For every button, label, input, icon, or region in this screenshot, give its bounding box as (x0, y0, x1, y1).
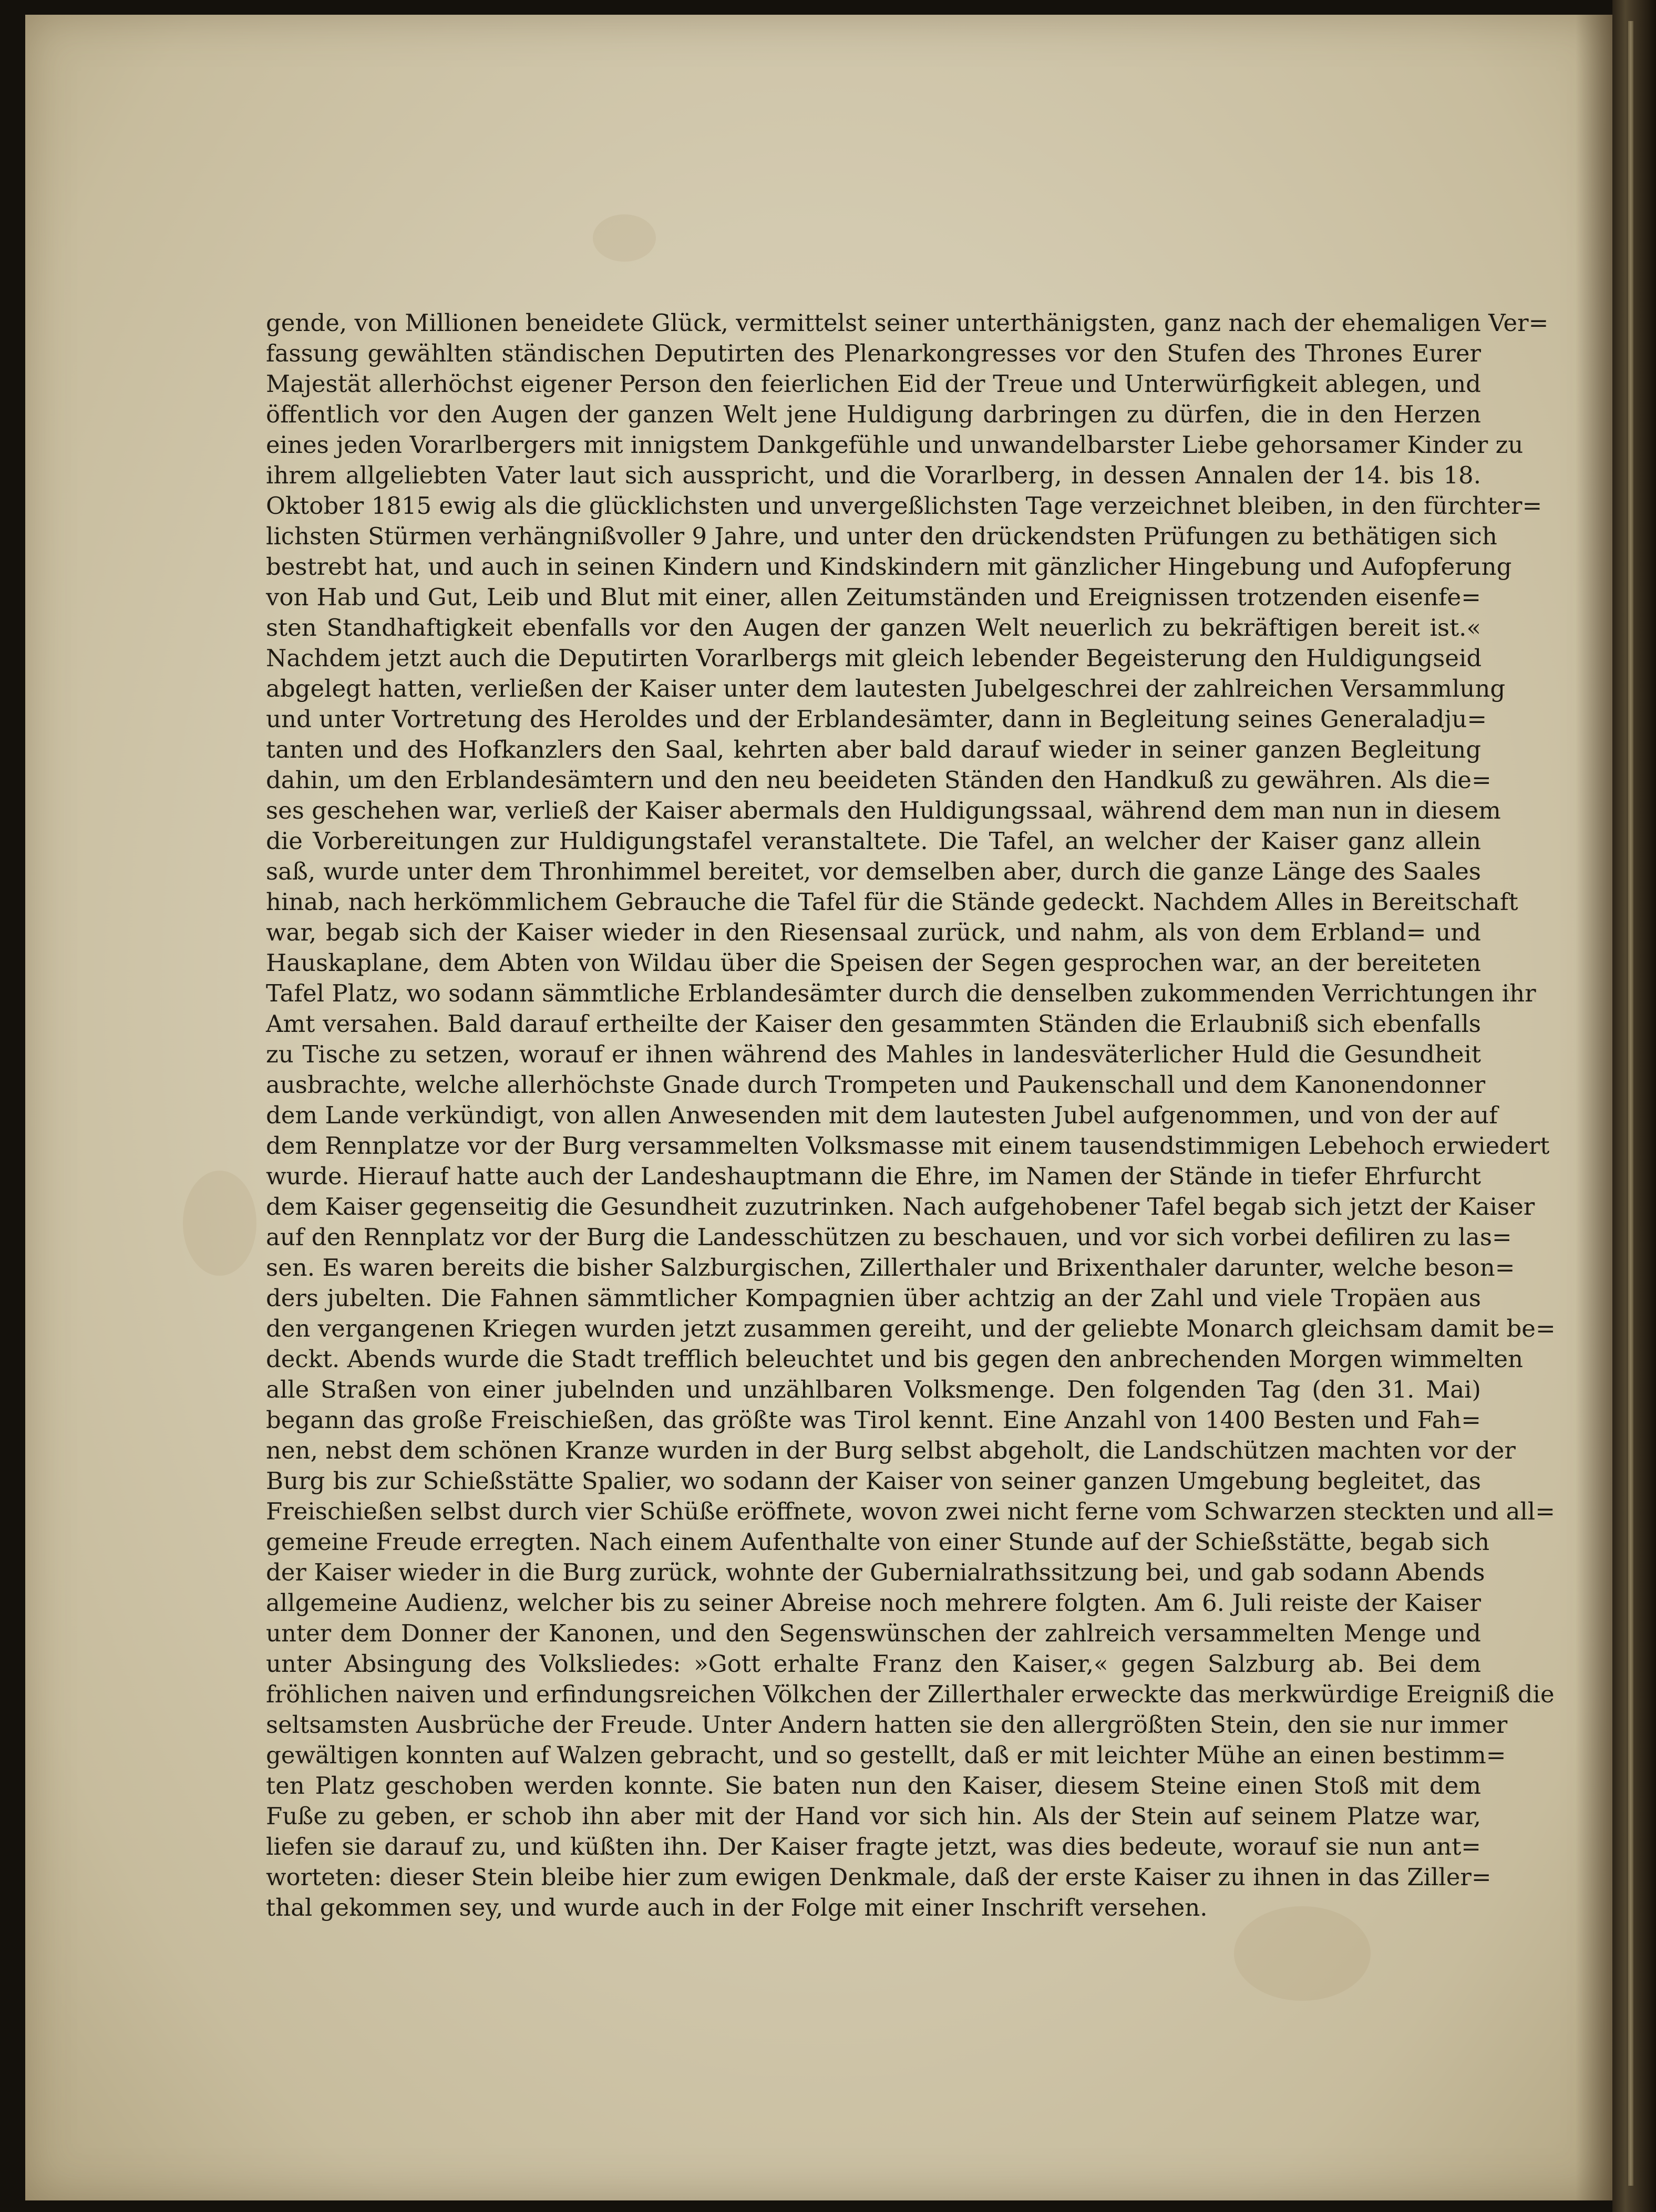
text-line: Tafel Platz, wo sodann sämmtliche Erblandesämter durch die denselben zukommenden Verrichtungen ihr (266, 979, 1536, 1007)
text-line: deckt. Abends wurde die Stadt trefflich beleuchtet und bis gegen den anbrechenden Morgen wimmelten (266, 1345, 1523, 1373)
text-line: liefen sie darauf zu, und küßten ihn. Der Kaiser fragte jetzt, was dies bedeute, worauf sie nun ant= (266, 1833, 1481, 1860)
text-line: den vergangenen Kriegen wurden jetzt zusammen gereiht, und der geliebte Monarch gleichsam damit be= (266, 1315, 1556, 1342)
text-line: sten Standhaftigkeit ebenfalls vor den Augen der ganzen Welt neuerlich zu bekräftigen bereit ist.« (266, 614, 1481, 642)
page-edges (1628, 21, 1633, 2186)
text-line: worteten: dieser Stein bleibe hier zum ewigen Denkmale, daß der erste Kaiser zu ihnen in das Ziller= (266, 1863, 1492, 1891)
text-line: unter Absingung des Volksliedes: »Gott erhalte Franz den Kaiser,« gegen Salzburg ab. Bei dem (266, 1650, 1481, 1678)
text-line: nen, nebst dem schönen Kranze wurden in der Burg selbst abgeholt, die Landschützen machten vor der (266, 1436, 1516, 1464)
text-line: ses geschehen war, verließ der Kaiser abermals den Huldigungssaal, während dem man nun in diesem (266, 797, 1501, 824)
text-line: dahin, um den Erblandesämtern und den neu beeideten Ständen den Handkuß zu gewähren. Als die= (266, 766, 1492, 794)
text-line: gewältigen konnten auf Walzen gebracht, und so gestellt, daß er mit leichter Mühe an einen bestimm= (266, 1741, 1506, 1769)
text-line: ausbrachte, welche allerhöchste Gnade durch Trompeten und Paukenschall und dem Kanonendonner (266, 1071, 1486, 1099)
text-line: saß, wurde unter dem Thronhimmel bereitet, vor demselben aber, durch die ganze Länge des Saales (266, 857, 1481, 885)
text-line: gende, von Millionen beneidete Glück, vermittelst seiner unterthänigsten, ganz nach der ehemaligen Ver= (266, 309, 1549, 337)
text-line: dem Lande verkündigt, von allen Anwesenden mit dem lautesten Jubel aufgenommen, und von der auf (266, 1101, 1498, 1129)
text-line: sen. Es waren bereits die bisher Salzburgischen, Zillerthaler und Brixenthaler darunter, welche beson= (266, 1254, 1515, 1281)
text-line: bestrebt hat, und auch in seinen Kindern und Kindskindern mit gänzlicher Hingebung und Aufopferung (266, 553, 1512, 581)
text-line: öffentlich vor den Augen der ganzen Welt jene Huldigung darbringen zu dürfen, die in den Herzen (266, 400, 1481, 428)
text-line: Amt versahen. Bald darauf ertheilte der Kaiser den gesammten Ständen die Erlaubniß sich ebenfalls (266, 1010, 1481, 1038)
text-line: Fuße zu geben, er schob ihn aber mit der Hand vor sich hin. Als der Stein auf seinem Platze war, (266, 1802, 1481, 1830)
gutter-shadow (1576, 15, 1612, 2200)
text-line: begann das große Freischießen, das größte was Tirol kennt. Eine Anzahl von 1400 Besten und Fah= (266, 1406, 1481, 1434)
text-line: allgemeine Audienz, welcher bis zu seiner Abreise noch mehrere folgten. Am 6. Juli reiste der Kaiser (266, 1589, 1481, 1617)
text-line: Hauskaplane, dem Abten von Wildau über die Speisen der Segen gesprochen war, an der bereiteten (266, 949, 1481, 977)
text-line: Burg bis zur Schießstätte Spalier, wo sodann der Kaiser von seiner ganzen Umgebung begleitet, das (266, 1467, 1481, 1495)
text-line: fröhlichen naiven und erfindungsreichen Völkchen der Zillerthaler erweckte das merkwürdige Ereigniß die (266, 1680, 1555, 1708)
text-line: Freischießen selbst durch vier Schüße eröffnete, wovon zwei nicht ferne vom Schwarzen steckten und all= (266, 1497, 1555, 1525)
text-line: ihrem allgeliebten Vater laut sich ausspricht, und die Vorarlberg, in dessen Annalen der 14. bis 18. (266, 461, 1481, 489)
text-line: Oktober 1815 ewig als die glücklichsten und unvergeßlichsten Tage verzeichnet bleiben, in den fürchter= (266, 492, 1542, 520)
text-line: abgelegt hatten, verließen der Kaiser unter dem lautesten Jubelgeschrei der zahlreichen Versammlung (266, 675, 1506, 702)
book-spine (1612, 0, 1656, 2212)
text-line: auf den Rennplatz vor der Burg die Landesschützen zu beschauen, und vor sich vorbei defiliren zu las= (266, 1223, 1512, 1251)
text-line: Majestät allerhöchst eigener Person den feierlichen Eid der Treue und Unterwürfigkeit ablegen, und (266, 370, 1481, 398)
text-line: ten Platz geschoben werden konnte. Sie baten nun den Kaiser, diesem Steine einen Stoß mit dem (266, 1772, 1481, 1800)
text-line: Nachdem jetzt auch die Deputirten Vorarlbergs mit gleich lebender Begeisterung den Huldigungseid (266, 644, 1482, 672)
text-line: unter dem Donner der Kanonen, und den Segenswünschen der zahlreich versammelten Menge und (266, 1619, 1481, 1647)
text-line: tanten und des Hofkanzlers den Saal, kehrten aber bald darauf wieder in seiner ganzen Begleitung (266, 736, 1481, 763)
text-line: wurde. Hierauf hatte auch der Landeshauptmann die Ehre, im Namen der Stände in tiefer Ehrfurcht (266, 1162, 1481, 1190)
text-line: war, begab sich der Kaiser wieder in den Riesensaal zurück, und nahm, als von dem Erbland= und (266, 918, 1481, 946)
paper-stain (183, 1171, 256, 1276)
paper-stain (593, 214, 656, 262)
text-line: zu Tische zu setzen, worauf er ihnen während des Mahles in landesväterlicher Huld die Gesundheit (266, 1040, 1481, 1068)
text-line: hinab, nach herkömmlichem Gebrauche die Tafel für die Stände gedeckt. Nachdem Alles in Bereitschaft (266, 888, 1518, 916)
text-line: lichsten Stürmen verhängnißvoller 9 Jahre, und unter den drückendsten Prüfungen zu bethätigen sich (266, 522, 1497, 550)
text-line: eines jeden Vorarlbergers mit innigstem Dankgefühle und unwandelbarster Liebe gehorsamer Kinder zu (266, 431, 1524, 459)
text-line: alle Straßen von einer jubelnden und unzählbaren Volksmenge. Den folgenden Tag (den 31. Mai) (266, 1376, 1481, 1403)
text-line: fassung gewählten ständischen Deputirten des Plenarkongresses vor den Stufen des Thrones Eurer (266, 339, 1481, 367)
text-line: ders jubelten. Die Fahnen sämmtlicher Kompagnien über achtzig an der Zahl und viele Tropäen aus (266, 1284, 1481, 1312)
body-text (266, 308, 1556, 1923)
text-line: von Hab und Gut, Leib und Blut mit einer, allen Zeitumständen und Ereignissen trotzenden eisenfe= (266, 583, 1481, 611)
text-line: dem Kaiser gegenseitig die Gesundheit zuzutrinken. Nach aufgehobener Tafel begab sich jetzt der Kaiser (266, 1193, 1535, 1221)
text-line: thal gekommen sey, und wurde auch in der Folge mit einer Inschrift versehen. (266, 1894, 1208, 1921)
text-line: seltsamsten Ausbrüche der Freude. Unter Andern hatten sie den allergrößten Stein, den sie nur immer (266, 1711, 1508, 1739)
text-line: dem Rennplatze vor der Burg versammelten Volksmasse mit einem tausendstimmigen Lebehoch erwiedert (266, 1132, 1550, 1160)
text-line: der Kaiser wieder in die Burg zurück, wohnte der Gubernialrathssitzung bei, und gab sodann Abends (266, 1558, 1485, 1586)
text-line: die Vorbereitungen zur Huldigungstafel veranstaltete. Die Tafel, an welcher der Kaiser ganz allein (266, 827, 1481, 855)
book-page (25, 15, 1612, 2200)
text-line: und unter Vortretung des Heroldes und der Erblandesämter, dann in Begleitung seines Generaladju= (266, 705, 1487, 733)
text-line: gemeine Freude erregten. Nach einem Aufenthalte von einer Stunde auf der Schießstätte, begab sich (266, 1528, 1490, 1556)
